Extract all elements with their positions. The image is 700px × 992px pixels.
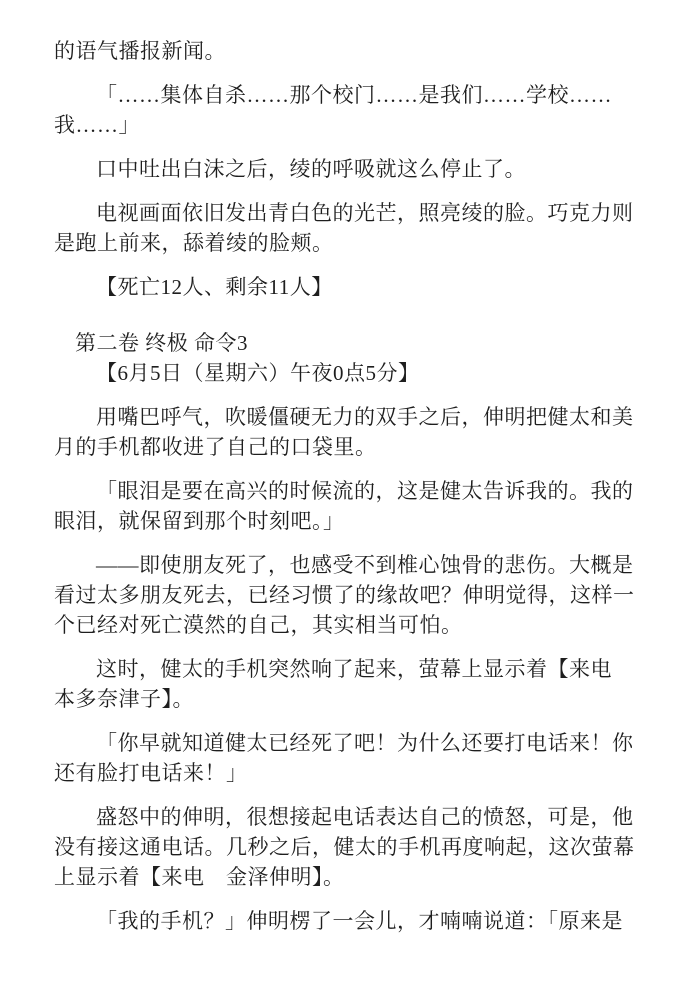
text-line-dialogue: 「你早就知道健太已经死了吧！为什么还要打电话来！你 — [96, 731, 634, 755]
text-line-body: 月的手机都收进了自己的口袋里。 — [54, 435, 377, 459]
text-line-dialogue: 我……」 — [54, 113, 140, 137]
text-line-dialogue: 「我的手机？」伸明楞了一会儿，才喃喃说道：「原来是 — [96, 909, 623, 933]
text-line-body: 本多奈津子】。 — [54, 687, 194, 711]
text-line-body: 的语气播报新闻。 — [54, 39, 226, 63]
text-line-body: 盛怒中的伸明，很想接起电话表达自己的愤怒，可是，他 — [96, 805, 634, 829]
text-line-dialogue: 眼泪，就保留到那个时刻吧。」 — [54, 509, 345, 533]
text-line-body: 口中吐出白沫之后，绫的呼吸就这么停止了。 — [96, 157, 526, 181]
text-line-dialogue: 「……集体自杀……那个校门……是我们……学校…… — [96, 83, 612, 107]
text-line-body: 没有接这通电话。几秒之后，健太的手机再度响起，这次萤幕 — [54, 835, 635, 859]
text-line-body: 用嘴巴呼气，吹暖僵硬无力的双手之后，伸明把健太和美 — [96, 405, 634, 429]
text-line-status: 【死亡12人、剩余11人】 — [96, 275, 333, 299]
text-line-body: 看过太多朋友死去，已经习惯了的缘故吧？伸明觉得，这样一 — [54, 583, 635, 607]
text-line-body: 上显示着【来电 金泽伸明】。 — [54, 865, 345, 889]
text-line-body: ——即使朋友死了，也感受不到椎心蚀骨的悲伤。大概是 — [96, 553, 634, 577]
text-line-dialogue: 「眼泪是要在高兴的时候流的，这是健太告诉我的。我的 — [96, 479, 634, 503]
text-line-dialogue: 还有脸打电话来！」 — [54, 761, 248, 785]
page-text-content — [54, 36, 646, 936]
text-line-chapter-title: 第二卷 终极 命令3 — [75, 331, 248, 355]
text-line-body: 是跑上前来，舔着绫的脸颊。 — [54, 231, 334, 255]
text-line-chapter-time: 【6月5日（星期六）午夜0点5分】 — [96, 361, 420, 385]
text-line-body: 电视画面依旧发出青白色的光芒，照亮绫的脸。巧克力则 — [96, 201, 634, 225]
text-line-body: 这时，健太的手机突然响了起来，萤幕上显示着【来电 — [96, 657, 612, 681]
text-line-body: 个已经对死亡漠然的自己，其实相当可怕。 — [54, 613, 463, 637]
